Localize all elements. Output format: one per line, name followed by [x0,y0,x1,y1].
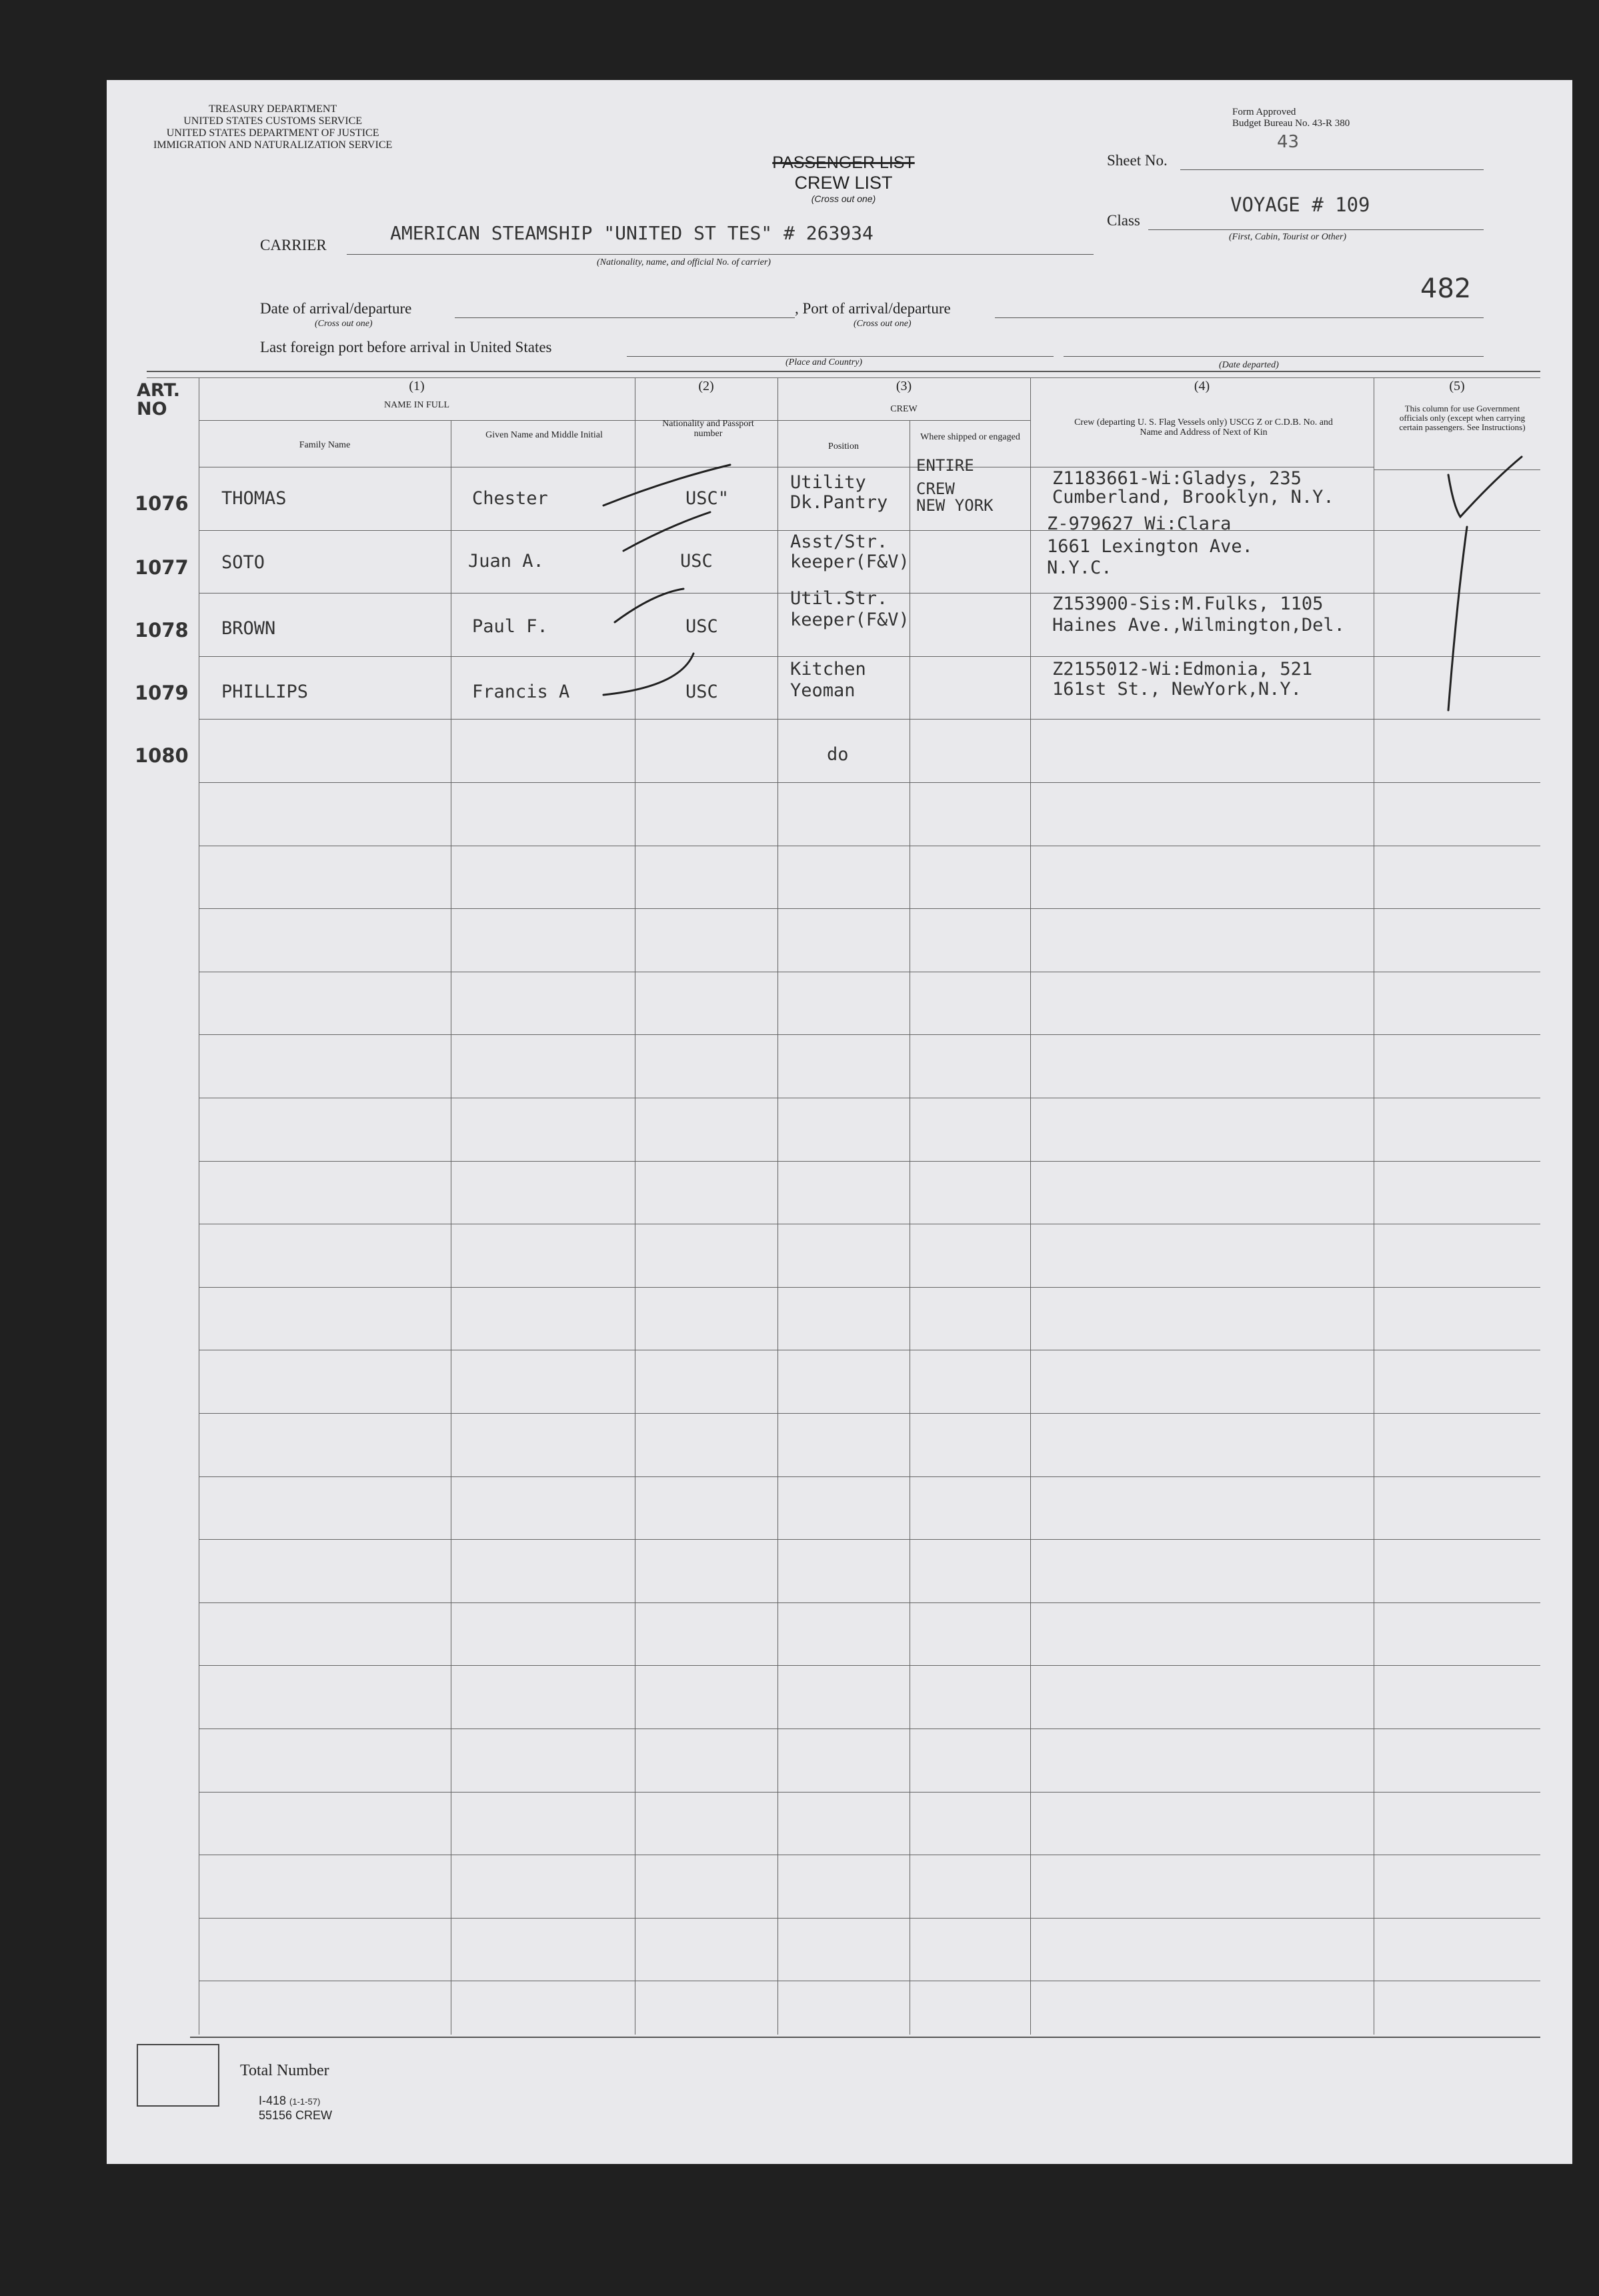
position-line: Asst/Str. [790,531,888,552]
total-number-box [137,2044,219,2107]
shipped-line: CREW [916,479,955,498]
nationality: USC" [685,488,729,509]
art-number: 1078 [135,619,189,642]
row-rule [199,1539,1540,1540]
given-name: Paul F. [472,616,548,637]
family-name: THOMAS [221,488,287,509]
col3-title: CREW [890,404,918,414]
art-number: 1077 [135,556,189,579]
tally-tick-mark [1448,457,1522,517]
next-of-kin-line: 161st St., NewYork,N.Y. [1052,679,1302,700]
next-of-kin-line: Z1183661-Wi:Gladys, 235 [1052,468,1302,489]
shipped-line: ENTIRE [916,456,974,475]
family-name: PHILLIPS [221,682,309,702]
form-code-date: (1-1-57) [289,2097,321,2107]
given-name: Francis A [472,682,570,702]
col2-number: (2) [698,379,714,393]
handwritten-marks [0,0,1599,800]
col5-number: (5) [1449,379,1465,393]
family-name: SOTO [221,552,265,573]
form-number: 55156 CREW [259,2109,333,2122]
port-label: , Port of arrival/departure [795,300,951,317]
date-note: (Cross out one) [315,319,373,329]
nationality: USC [685,682,718,702]
col3-number: (3) [896,379,912,393]
agency-line: UNITED STATES DEPARTMENT OF JUSTICE [166,127,379,139]
art-number: 1080 [135,744,189,767]
row-rule [199,1792,1540,1793]
date-label: Date of arrival/departure [260,300,412,317]
family-name-header: Family Name [299,440,351,450]
passenger-list-title: PASSENGER LIST [772,153,915,172]
col1-title: NAME IN FULL [384,400,449,410]
class-value: VOYAGE # 109 [1230,193,1370,216]
total-number-label: Total Number [240,2062,329,2079]
row-rule [199,1602,1540,1603]
check-stroke [603,654,693,695]
given-name-header: Given Name and Middle Initial [485,430,603,440]
row-rule [199,1476,1540,1477]
nationality: USC [680,551,713,571]
class-note: (First, Cabin, Tourist or Other) [1229,232,1347,242]
cross-out-note: (Cross out one) [811,193,876,204]
sheet-value: 43 [1277,132,1300,152]
carrier-value: AMERICAN STEAMSHIP "UNITED ST TES" # 263934 [390,222,874,244]
next-of-kin-line: N.Y.C. [1047,557,1112,578]
given-name: Chester [472,488,548,509]
next-of-kin-line: Cumberland, Brooklyn, N.Y. [1052,487,1334,507]
art-no-header: ART. NO [137,380,181,419]
form-code [259,2094,320,2108]
next-of-kin-line: Z-979627 Wi:Clara [1047,513,1232,534]
agency-line: UNITED STATES CUSTOMS SERVICE [183,115,363,127]
row-rule [199,1665,1540,1666]
table-bottom-rule [190,2037,1540,2038]
position-line: Util.Str. [790,588,888,609]
row-rule [199,1918,1540,1919]
row-rule [199,1034,1540,1035]
tally-line-mark [1448,527,1467,710]
next-of-kin-line: Z153900-Sis:M.Fulks, 1105 [1052,594,1324,614]
check-stroke [603,465,730,505]
crew-list-title: CREW LIST [794,173,893,193]
port-note: (Cross out one) [854,319,912,329]
carrier-label: CARRIER [260,237,327,253]
place-note: (Place and Country) [785,357,863,367]
col1-number: (1) [409,379,425,393]
shipped-line: NEW YORK [916,496,994,515]
form-approved-text: Form Approved [1232,107,1296,117]
art-number: 1076 [135,492,189,515]
position-line: do [827,744,849,765]
carrier-note: (Nationality, name, and official No. of carrier) [597,257,771,267]
position-line: Yeoman [790,680,856,701]
form-code-number: I-418 [259,2094,287,2107]
stamp-number: 482 [1420,273,1472,304]
check-stroke [623,512,710,551]
next-of-kin-line: Z2155012-Wi:Edmonia, 521 [1052,659,1313,680]
col5-title: This column for use Government officials only (except when carrying certain passengers. See Instructions) [1399,403,1526,432]
position-line: Kitchen [790,659,866,680]
given-name: Juan A. [468,551,544,571]
position-header: Position [828,441,859,451]
row-rule [199,1287,1540,1288]
agency-line: TREASURY DEPARTMENT [209,103,337,115]
nationality-header: Nationality and Passport number [662,419,754,439]
position-line: keeper(F&V) [790,551,910,572]
row-rule [199,1161,1540,1162]
check-stroke [615,589,683,622]
date-departed-note: (Date departed) [1219,360,1279,370]
row-rule [199,1413,1540,1414]
position-line: Dk.Pantry [790,492,888,513]
family-name: BROWN [221,618,276,639]
next-of-kin-line: Haines Ave.,Wilmington,Del. [1052,615,1345,636]
row-rule [199,908,1540,909]
nationality: USC [685,616,718,637]
art-number: 1079 [135,682,189,704]
position-line: Utility [790,472,866,493]
where-shipped-header: Where shipped or engaged [920,432,1020,442]
last-port-label: Last foreign port before arrival in United States [260,339,552,355]
col4-number: (4) [1194,379,1210,393]
budget-bureau-text: Budget Bureau No. 43-R 380 [1232,118,1350,129]
position-line: keeper(F&V) [790,610,910,630]
sheet-label: Sheet No. [1107,152,1168,169]
col4-title: Crew (departing U. S. Flag Vessels only) USCG Z or C.D.B. No. and Name and Address of Next of Kin [1074,417,1333,437]
class-label: Class [1107,212,1140,229]
next-of-kin-line: 1661 Lexington Ave. [1047,536,1253,557]
agency-line: IMMIGRATION AND NATURALIZATION SERVICE [153,139,393,151]
